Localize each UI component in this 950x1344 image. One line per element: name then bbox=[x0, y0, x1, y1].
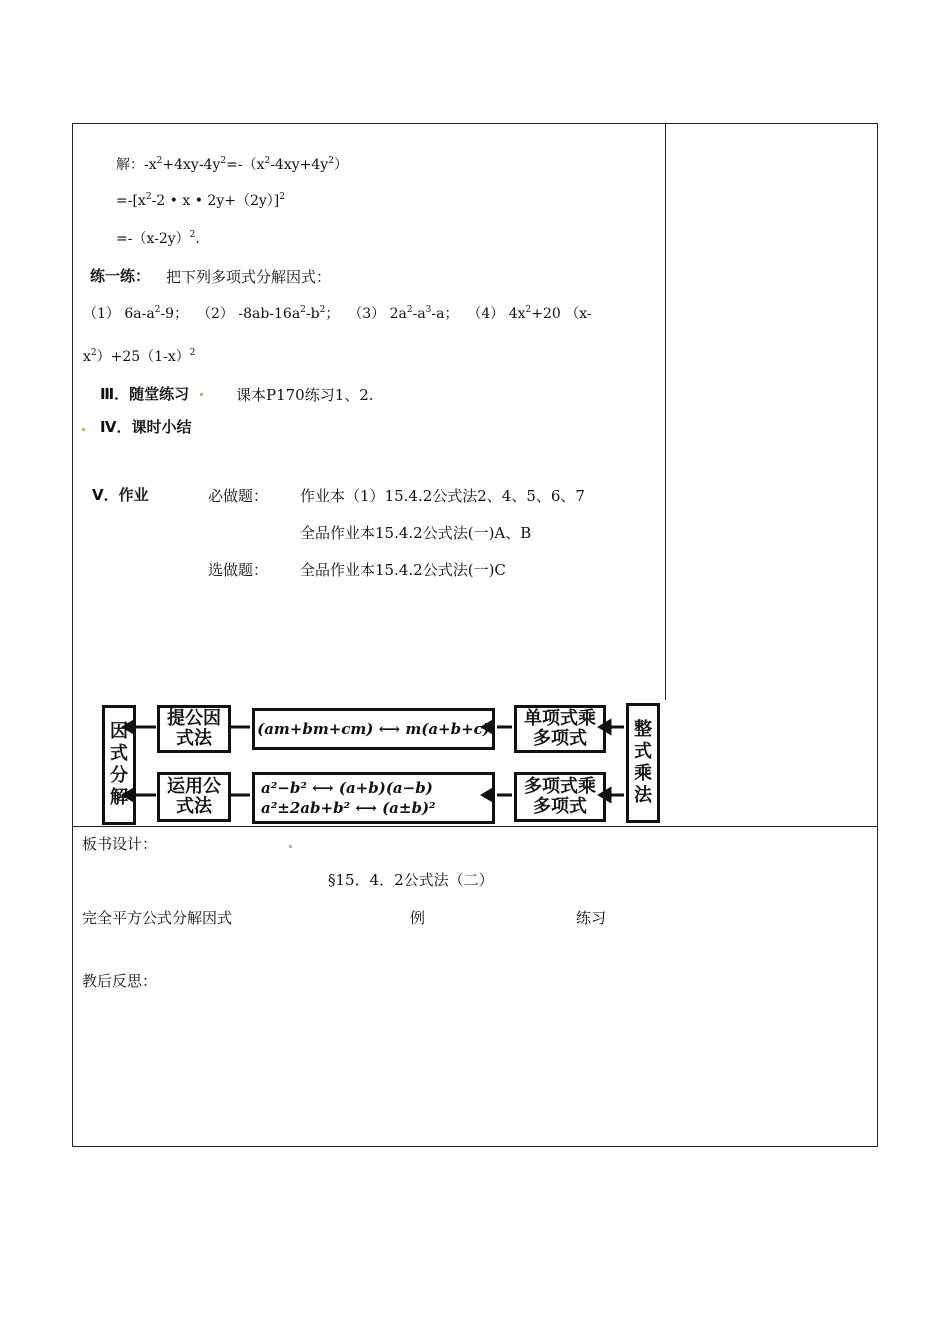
bottom-left-line-1: 运用公 bbox=[167, 776, 221, 797]
board-col-1: 完全平方公式分解因式 bbox=[82, 909, 233, 927]
decorative-dot bbox=[200, 393, 203, 396]
top-left-box bbox=[157, 705, 231, 753]
bottom-formula-1: a²−b² ⟷ (a+b)(a−b) bbox=[261, 779, 433, 797]
required-item-1: 作业本（1）15.4.2公式法2、4、5、6、7 bbox=[300, 487, 585, 505]
practice-instruction: 把下列多项式分解因式： bbox=[166, 268, 332, 286]
bottom-right-line-2: 多项式 bbox=[533, 796, 587, 817]
table-left-border bbox=[72, 123, 73, 1147]
column-divider bbox=[665, 123, 666, 700]
left-vertical-box bbox=[102, 705, 136, 825]
top-formula-box bbox=[252, 708, 495, 750]
bottom-formula-2: a²±2ab+b² ⟷ (a±b)² bbox=[261, 799, 436, 817]
bottom-left-box bbox=[157, 772, 231, 822]
bottom-right-line-1: 多项式乘 bbox=[524, 776, 596, 797]
top-left-line-1: 提公因 bbox=[167, 708, 221, 729]
section3-heading: Ⅲ．随堂练习 bbox=[100, 385, 190, 403]
left-vertical-char: 因 bbox=[110, 721, 128, 742]
board-col-3: 练习 bbox=[576, 909, 607, 927]
board-title: §15．4．2公式法（二） bbox=[328, 871, 494, 889]
solution-line-1: 解：$-x^2+4xy-4y^2=-(x^2-4xy+4y^2)$ bbox=[116, 156, 348, 173]
top-right-line-1: 单项式乘 bbox=[524, 708, 596, 729]
decorative-dot bbox=[289, 845, 292, 848]
right-vertical-char: 整 bbox=[634, 719, 652, 740]
optional-label: 选做题： bbox=[208, 561, 269, 579]
reflection-label: 教后反思： bbox=[82, 972, 158, 990]
top-right-line-2: 多项式 bbox=[533, 728, 587, 749]
right-vertical-box bbox=[626, 703, 660, 823]
section5-heading: Ⅴ．作业 bbox=[92, 486, 149, 504]
left-vertical-char: 解 bbox=[110, 787, 128, 808]
solution-line-2: $=-[x^2-2$ • x • 2y+（2y）]$^2$ bbox=[116, 192, 285, 209]
practice-items-line-1: （1） $6a-a^2-9$； （2） $-8ab-16a^2-b^2$； （3） $2a^2-a^3-a$； （4） $4x^2+20$ （x- bbox=[83, 305, 592, 322]
solution-line-3: $=-(x-2y)^2$. bbox=[116, 230, 200, 247]
table-bottom-border bbox=[72, 1146, 878, 1147]
right-vertical-char: 式 bbox=[634, 741, 652, 762]
practice-items-line-2: $x^2)+25(1-x)^2$ bbox=[83, 348, 196, 365]
top-left-line-2: 式法 bbox=[176, 728, 212, 749]
required-item-2: 全品作业本15.4.2公式法(一)A、B bbox=[300, 524, 532, 542]
top-right-box bbox=[514, 705, 606, 753]
section3-text: 课本P170练习1、2. bbox=[236, 386, 374, 404]
table-top-border bbox=[72, 123, 878, 124]
required-label: 必做题： bbox=[208, 487, 269, 505]
bottom-left-line-2: 式法 bbox=[176, 796, 212, 817]
right-vertical-char: 乘 bbox=[634, 763, 652, 784]
optional-item-1: 全品作业本15.4.2公式法(一)C bbox=[300, 561, 506, 579]
left-vertical-char: 分 bbox=[110, 765, 128, 786]
table-right-border bbox=[877, 123, 878, 1147]
right-vertical-char: 法 bbox=[634, 785, 652, 806]
left-vertical-char: 式 bbox=[110, 743, 128, 764]
bottom-right-box bbox=[514, 772, 606, 822]
practice-heading: 练一练： bbox=[90, 267, 151, 285]
top-formula: (am+bm+cm) ⟷ m(a+b+c) bbox=[257, 720, 490, 738]
bottom-formula-box bbox=[252, 772, 495, 824]
board-col-2: 例 bbox=[410, 909, 426, 927]
board-label: 板书设计： bbox=[82, 835, 158, 853]
decorative-dot bbox=[82, 428, 85, 431]
section4-heading: Ⅳ．课时小结 bbox=[100, 418, 192, 436]
